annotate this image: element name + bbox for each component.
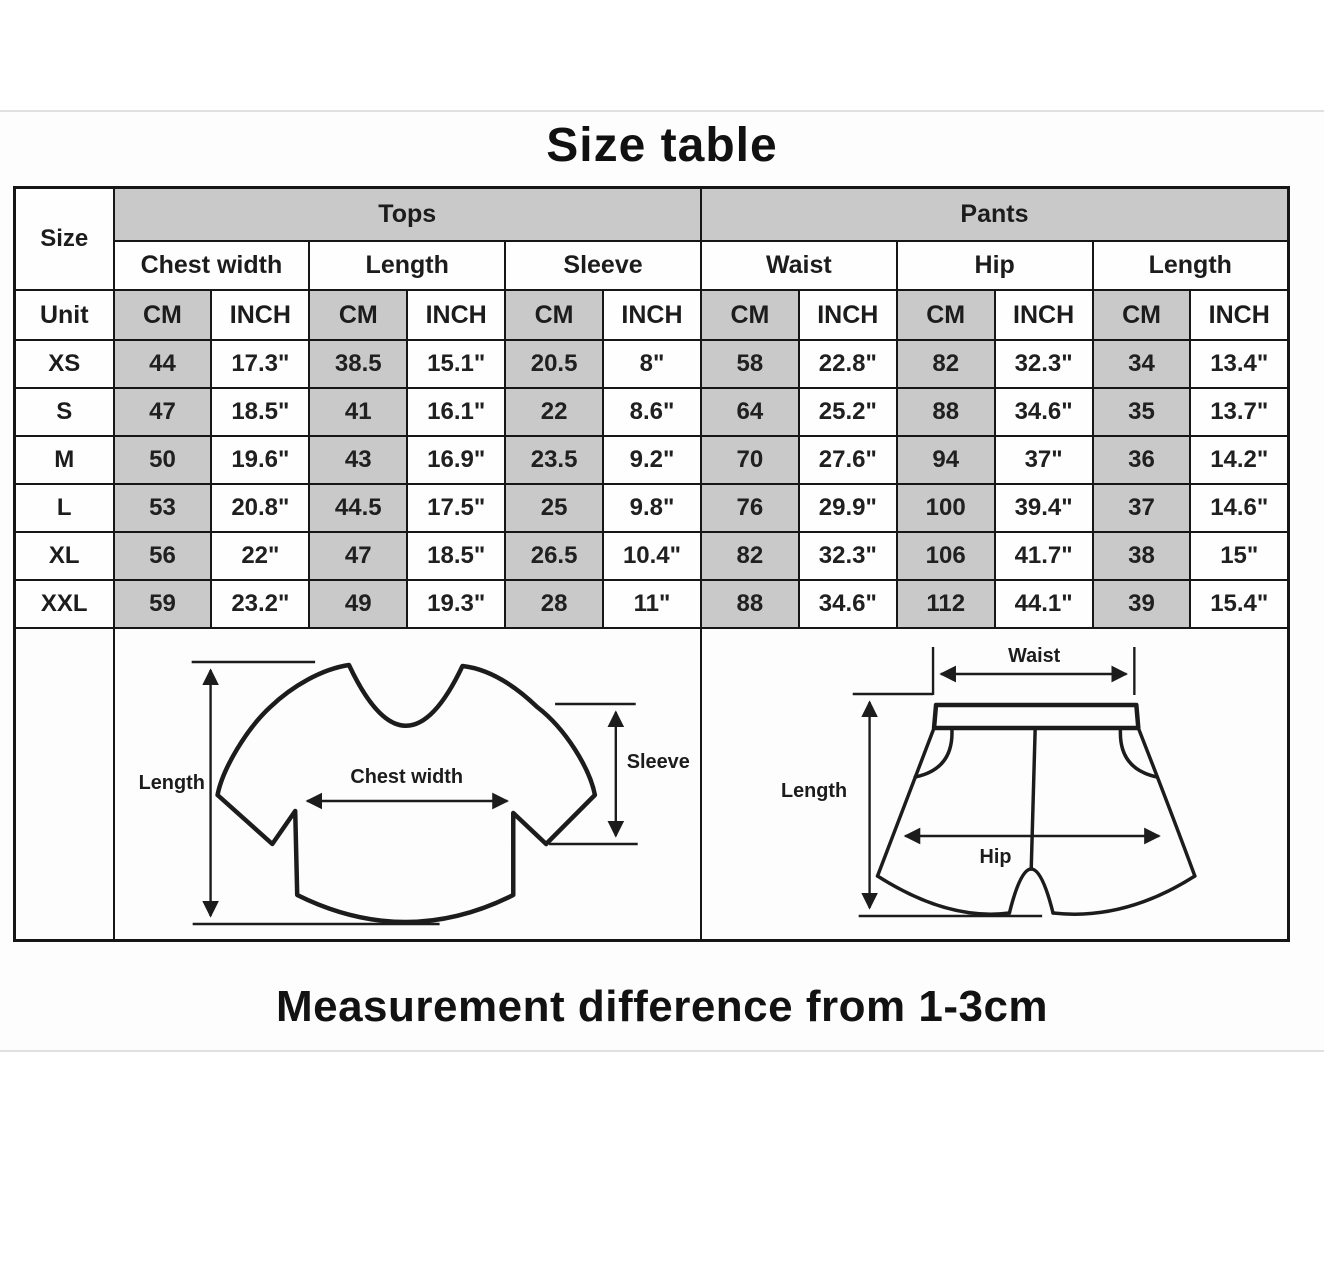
cell: 25 xyxy=(505,484,603,532)
cell: 53 xyxy=(114,484,212,532)
cell: 23.5 xyxy=(505,436,603,484)
tshirt-length-label: Length xyxy=(138,771,205,795)
cell: 8.6" xyxy=(603,388,701,436)
cell: 43 xyxy=(309,436,407,484)
unit-cm: CM xyxy=(897,290,995,340)
cell: 19.3" xyxy=(407,580,505,628)
cell: 18.5" xyxy=(407,532,505,580)
cell: 10.4" xyxy=(603,532,701,580)
cell: 41 xyxy=(309,388,407,436)
footer-note: Measurement difference from 1-3cm xyxy=(275,982,1049,1031)
tops-group-header: Tops xyxy=(114,188,701,242)
size-table xyxy=(13,186,1290,942)
page-title: Size table xyxy=(546,119,778,172)
size-header-cell: Size xyxy=(15,188,114,291)
unit-header-cell: Unit xyxy=(15,290,114,340)
cell: 82 xyxy=(897,340,995,388)
size-label: M xyxy=(15,436,114,484)
table-row-m xyxy=(15,436,1289,484)
diagram-row xyxy=(15,628,1289,941)
col-header-top-length: Length xyxy=(309,241,505,290)
unit-cm: CM xyxy=(1093,290,1191,340)
cell: 38.5 xyxy=(309,340,407,388)
cell: 34 xyxy=(1093,340,1191,388)
cell: 70 xyxy=(701,436,799,484)
unit-inch: INCH xyxy=(407,290,505,340)
cell: 47 xyxy=(114,388,212,436)
unit-inch: INCH xyxy=(995,290,1093,340)
cell: 25.2" xyxy=(799,388,897,436)
cell: 9.8" xyxy=(603,484,701,532)
size-label: XL xyxy=(15,532,114,580)
size-label: L xyxy=(15,484,114,532)
tshirt-diagram-svg xyxy=(115,629,700,939)
cell: 20.5 xyxy=(505,340,603,388)
size-label: XS xyxy=(15,340,114,388)
cell: 13.4" xyxy=(1190,340,1288,388)
cell: 50 xyxy=(114,436,212,484)
diagram-left-empty-cell xyxy=(15,628,114,941)
table-row-l xyxy=(15,484,1289,532)
cell: 56 xyxy=(114,532,212,580)
cell: 27.6" xyxy=(799,436,897,484)
cell: 23.2" xyxy=(211,580,309,628)
cell: 38 xyxy=(1093,532,1191,580)
cell: 88 xyxy=(897,388,995,436)
cell: 82 xyxy=(701,532,799,580)
table-row-xxl xyxy=(15,580,1289,628)
right-pocket xyxy=(1120,729,1157,777)
cell: 22" xyxy=(211,532,309,580)
col-header-hip: Hip xyxy=(897,241,1093,290)
cell: 76 xyxy=(701,484,799,532)
cell: 26.5 xyxy=(505,532,603,580)
cell: 18.5" xyxy=(211,388,309,436)
cell: 28 xyxy=(505,580,603,628)
cell: 17.3" xyxy=(211,340,309,388)
unit-cm: CM xyxy=(701,290,799,340)
bottom-divider-line xyxy=(0,1050,1324,1052)
unit-inch: INCH xyxy=(211,290,309,340)
cell: 20.8" xyxy=(211,484,309,532)
measure-header-row xyxy=(15,241,1289,290)
cell: 32.3" xyxy=(799,532,897,580)
hip-label: Hip xyxy=(979,845,1012,869)
cell: 100 xyxy=(897,484,995,532)
cell: 39 xyxy=(1093,580,1191,628)
cell: 29.9" xyxy=(799,484,897,532)
cell: 39.4" xyxy=(995,484,1093,532)
unit-cm: CM xyxy=(114,290,212,340)
cell: 35 xyxy=(1093,388,1191,436)
table-row-xl xyxy=(15,532,1289,580)
tshirt-outline xyxy=(217,665,594,922)
cell: 14.6" xyxy=(1190,484,1288,532)
cell: 11" xyxy=(603,580,701,628)
cell: 44.1" xyxy=(995,580,1093,628)
shorts-diagram xyxy=(701,628,1289,941)
top-divider-line xyxy=(0,110,1324,112)
unit-row xyxy=(15,290,1289,340)
cell: 34.6" xyxy=(799,580,897,628)
cell: 88 xyxy=(701,580,799,628)
cell: 22 xyxy=(505,388,603,436)
col-header-pants-length: Length xyxy=(1093,241,1289,290)
cell: 44.5 xyxy=(309,484,407,532)
cell: 106 xyxy=(897,532,995,580)
cell: 17.5" xyxy=(407,484,505,532)
unit-cm: CM xyxy=(309,290,407,340)
unit-inch: INCH xyxy=(1190,290,1288,340)
table-row-s xyxy=(15,388,1289,436)
cell: 22.8" xyxy=(799,340,897,388)
size-label: S xyxy=(15,388,114,436)
shorts-length-label: Length xyxy=(780,779,848,803)
cell: 59 xyxy=(114,580,212,628)
cell: 49 xyxy=(309,580,407,628)
shorts-diagram-svg xyxy=(702,629,1287,939)
cell: 32.3" xyxy=(995,340,1093,388)
cell: 47 xyxy=(309,532,407,580)
cell: 15" xyxy=(1190,532,1288,580)
cell: 36 xyxy=(1093,436,1191,484)
waist-measure xyxy=(933,645,1134,695)
cell: 15.4" xyxy=(1190,580,1288,628)
col-header-waist: Waist xyxy=(701,241,897,290)
unit-inch: INCH xyxy=(799,290,897,340)
cell: 34.6" xyxy=(995,388,1093,436)
cell: 13.7" xyxy=(1190,388,1288,436)
cell: 37" xyxy=(995,436,1093,484)
group-header-row xyxy=(15,188,1289,242)
cell: 16.9" xyxy=(407,436,505,484)
unit-inch: INCH xyxy=(603,290,701,340)
cell: 37 xyxy=(1093,484,1191,532)
cell: 112 xyxy=(897,580,995,628)
cell: 94 xyxy=(897,436,995,484)
cell: 9.2" xyxy=(603,436,701,484)
cell: 16.1" xyxy=(407,388,505,436)
cell: 64 xyxy=(701,388,799,436)
col-header-sleeve: Sleeve xyxy=(505,241,701,290)
shorts-outline xyxy=(877,705,1194,914)
sleeve-label: Sleeve xyxy=(626,750,690,774)
cell: 8" xyxy=(603,340,701,388)
left-pocket xyxy=(915,729,952,777)
cell: 41.7" xyxy=(995,532,1093,580)
cell: 44 xyxy=(114,340,212,388)
cell: 19.6" xyxy=(211,436,309,484)
size-label: XXL xyxy=(15,580,114,628)
cell: 14.2" xyxy=(1190,436,1288,484)
table-row-xs xyxy=(15,340,1289,388)
tshirt-diagram xyxy=(114,628,701,941)
unit-cm: CM xyxy=(505,290,603,340)
cell: 58 xyxy=(701,340,799,388)
chest-width-label: Chest width xyxy=(349,765,463,789)
col-header-chest-width: Chest width xyxy=(114,241,310,290)
pants-group-header: Pants xyxy=(701,188,1289,242)
cell: 15.1" xyxy=(407,340,505,388)
waist-label: Waist xyxy=(1008,644,1061,668)
